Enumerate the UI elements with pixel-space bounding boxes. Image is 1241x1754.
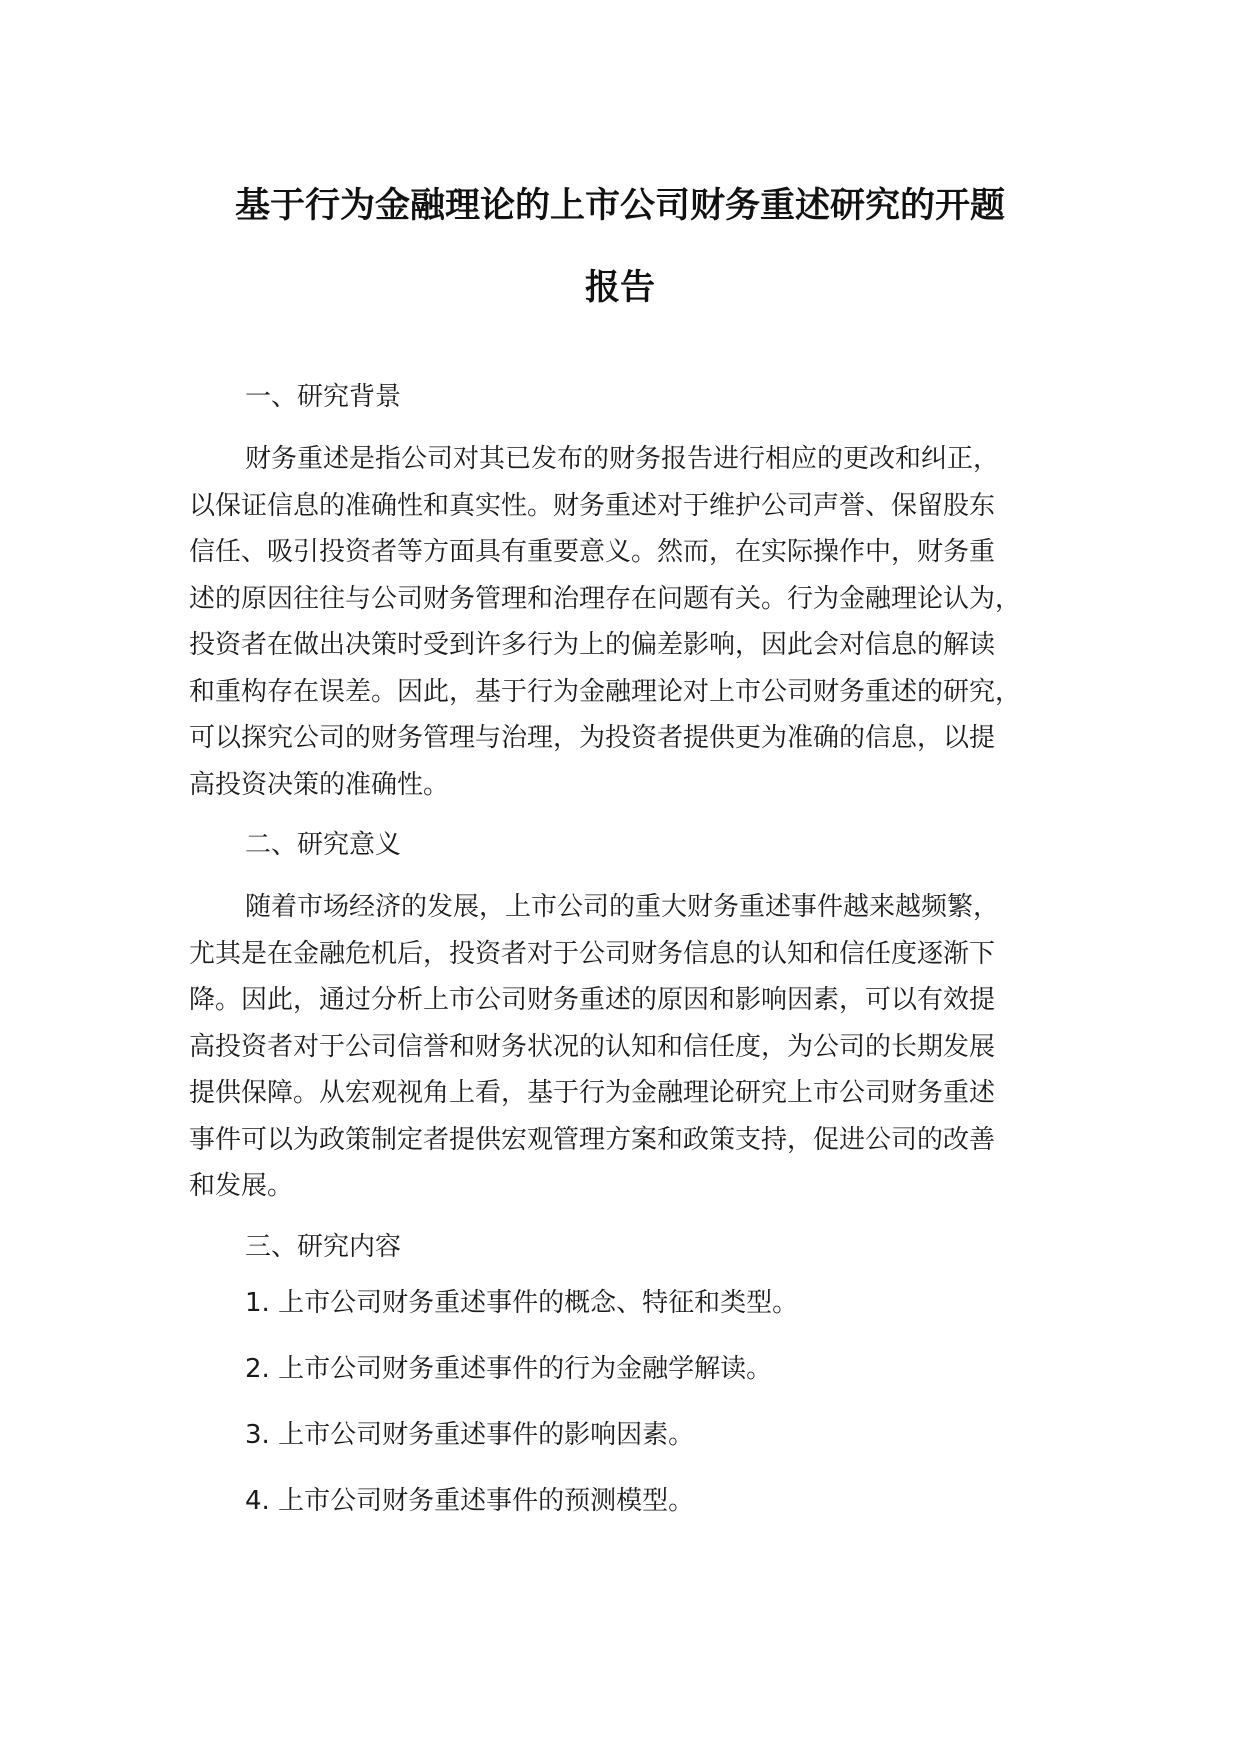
paragraph-line: 和发展。 [189,1171,294,1201]
paragraph-line: 高投资决策的准确性。 [189,769,450,800]
paragraph-line: 提供保障。从宏观视角上看，基于行为金融理论研究上市公司财务重述 [189,1078,996,1108]
list-item: 1. 上市公司财务重述事件的概念、特征和类型。 [245,1287,799,1318]
paragraph-line: 以保证信息的准确性和真实性。财务重述对于维护公司声誉、保留股东 [189,490,996,521]
paragraph-line: 高投资者对于公司信誉和财务状况的认知和信任度，为公司的长期发展 [189,1031,996,1062]
paragraph-line: 和重构存在误差。因此，基于行为金融理论对上市公司财务重述的研究， [189,676,1022,707]
paragraph-background [189,436,1079,808]
paragraph-line: 尤其是在金融危机后，投资者对于公司财务信息的认知和信任度逐渐下 [189,938,996,969]
section-heading-content: 三、研究内容 [245,1231,402,1262]
document-body [189,380,1079,1550]
paragraph-line: 可以探究公司的财务管理与治理，为投资者提供更为准确的信息，以提 [189,723,996,753]
paragraph-line: 述的原因往往与公司财务管理和治理存在问题有关。行为金融理论认为， [189,583,1022,614]
list-item: 4. 上市公司财务重述事件的预测模型。 [245,1485,695,1516]
paragraph-line: 降。因此，通过分析上市公司财务重述的原因和影响因素，可以有效提 [189,985,996,1015]
document-title-line-2: 报告 [584,268,655,308]
paragraph-line: 随着市场经济的发展，上市公司的重大财务重述事件越来越频繁， [245,892,1000,922]
section-heading-significance: 二、研究意义 [245,830,402,860]
document-title-line-1: 基于行为金融理论的上市公司财务重述研究的开题 [234,186,1005,226]
paragraph-significance [189,884,1079,1210]
list-item: 2. 上市公司财务重述事件的行为金融学解读。 [245,1353,773,1384]
paragraph-line: 事件可以为政策制定者提供宏观管理方案和政策支持，促进公司的改善 [189,1124,996,1155]
list-item: 3. 上市公司财务重述事件的影响因素。 [245,1419,695,1450]
paragraph-line: 信任、吸引投资者等方面具有重要意义。然而，在实际操作中，财务重 [189,537,996,567]
paragraph-line: 财务重述是指公司对其已发布的财务报告进行相应的更改和纠正， [245,444,1000,474]
section-heading-background: 一、研究背景 [245,382,402,412]
paragraph-line: 投资者在做出决策时受到许多行为上的偏差影响，因此会对信息的解读 [189,630,996,660]
